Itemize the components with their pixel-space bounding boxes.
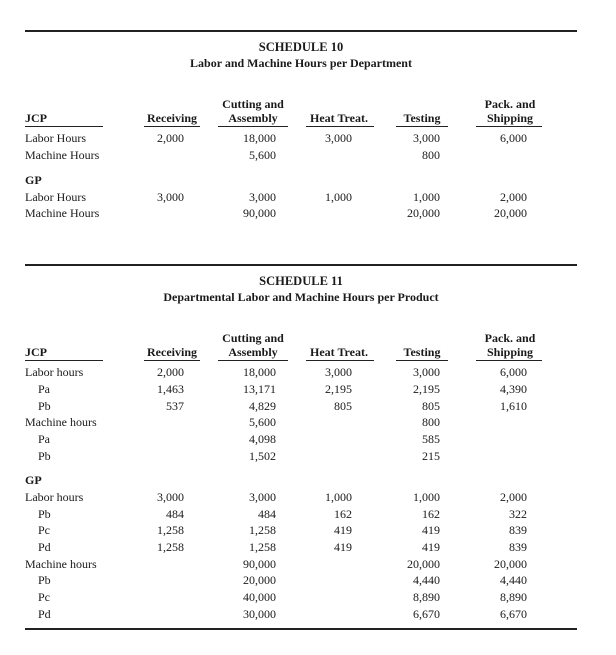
underline-testing <box>396 360 448 361</box>
table-cell: 800 <box>422 415 440 429</box>
row-label: GP <box>25 473 42 487</box>
underline-testing <box>396 126 448 127</box>
table-cell: 5,600 <box>249 148 276 162</box>
schedule10-header-pack-1: Pack. and <box>484 97 536 111</box>
row-label: Pd <box>38 540 51 554</box>
table-cell: 1,000 <box>325 490 352 504</box>
table-cell: 20,000 <box>494 206 527 220</box>
table-cell: 4,440 <box>500 573 527 587</box>
table-cell: 6,670 <box>413 607 440 621</box>
underline-label <box>25 126 103 127</box>
table-cell: 322 <box>509 507 527 521</box>
row-label: Pb <box>38 449 51 463</box>
table-cell: 419 <box>422 523 440 537</box>
table-cell: 1,000 <box>413 190 440 204</box>
table-cell: 3,000 <box>325 131 352 145</box>
schedule11-subtitle: Departmental Labor and Machine Hours per Product <box>163 290 439 304</box>
schedule11-header-testing: Testing <box>403 345 441 359</box>
table-cell: 585 <box>422 432 440 446</box>
table-cell: 6,000 <box>500 365 527 379</box>
table-cell: 3,000 <box>413 131 440 145</box>
schedule11-header-pack-1: Pack. and <box>484 331 536 345</box>
table-cell: 6,670 <box>500 607 527 621</box>
underline-heat <box>306 360 374 361</box>
table-cell: 90,000 <box>243 557 276 571</box>
schedule11-bottom-rule <box>25 628 577 630</box>
schedule10-header-cutting-2: Assembly <box>228 111 278 125</box>
row-label: GP <box>25 173 42 187</box>
table-cell: 162 <box>422 507 440 521</box>
row-label: Machine hours <box>25 415 97 429</box>
schedule10-header-heat: Heat Treat. <box>310 111 368 125</box>
schedule10-subtitle: Labor and Machine Hours per Department <box>190 56 412 70</box>
schedule11-header-pack-2: Shipping <box>486 345 534 359</box>
table-cell: 1,258 <box>157 540 184 554</box>
table-cell: 3,000 <box>325 365 352 379</box>
table-cell: 1,000 <box>325 190 352 204</box>
table-cell: 2,195 <box>413 382 440 396</box>
table-cell: 3,000 <box>249 190 276 204</box>
row-label: Pa <box>38 432 50 446</box>
table-cell: 2,000 <box>500 190 527 204</box>
table-cell: 18,000 <box>243 131 276 145</box>
row-label: Labor hours <box>25 490 84 504</box>
underline-receiving <box>144 126 200 127</box>
schedule10-title: SCHEDULE 10 <box>258 40 344 54</box>
table-cell: 8,890 <box>413 590 440 604</box>
table-cell: 839 <box>509 523 527 537</box>
table-cell: 4,829 <box>249 399 276 413</box>
table-cell: 419 <box>334 540 352 554</box>
underline-receiving <box>144 360 200 361</box>
schedule11-header-receiving: Receiving <box>147 345 197 359</box>
schedule10-header-jcp: JCP <box>25 111 47 125</box>
table-cell: 537 <box>166 399 184 413</box>
table-cell: 8,890 <box>500 590 527 604</box>
table-cell: 805 <box>422 399 440 413</box>
schedule10-header-receiving: Receiving <box>147 111 197 125</box>
table-cell: 800 <box>422 148 440 162</box>
table-cell: 1,258 <box>157 523 184 537</box>
underline-pack <box>476 360 542 361</box>
table-cell: 18,000 <box>243 365 276 379</box>
table-cell: 1,610 <box>500 399 527 413</box>
table-cell: 839 <box>509 540 527 554</box>
table-cell: 4,098 <box>249 432 276 446</box>
row-label: Pc <box>38 590 50 604</box>
table-cell: 20,000 <box>494 557 527 571</box>
underline-cutting <box>218 360 288 361</box>
underline-heat <box>306 126 374 127</box>
table-cell: 1,258 <box>249 540 276 554</box>
schedule11-header-cutting-2: Assembly <box>228 345 278 359</box>
schedule11-header-heat: Heat Treat. <box>310 345 368 359</box>
row-label: Labor hours <box>25 365 84 379</box>
table-cell: 1,463 <box>157 382 184 396</box>
table-cell: 4,440 <box>413 573 440 587</box>
table-cell: 3,000 <box>157 190 184 204</box>
table-cell: 419 <box>422 540 440 554</box>
table-cell: 13,171 <box>243 382 276 396</box>
table-cell: 2,000 <box>500 490 527 504</box>
row-label: Machine Hours <box>25 148 100 162</box>
table-cell: 30,000 <box>243 607 276 621</box>
table-cell: 20,000 <box>407 557 440 571</box>
table-cell: 484 <box>166 507 184 521</box>
table-cell: 1,258 <box>249 523 276 537</box>
row-label: Labor Hours <box>25 131 86 145</box>
table-cell: 419 <box>334 523 352 537</box>
row-label: Machine hours <box>25 557 97 571</box>
table-cell: 4,390 <box>500 382 527 396</box>
row-label: Labor Hours <box>25 190 86 204</box>
table-cell: 20,000 <box>243 573 276 587</box>
schedule10-header-cutting-1: Cutting and <box>222 97 284 111</box>
table-cell: 20,000 <box>407 206 440 220</box>
row-label: Pb <box>38 507 51 521</box>
table-cell: 2,000 <box>157 131 184 145</box>
underline-label <box>25 360 103 361</box>
schedule11-title: SCHEDULE 11 <box>259 274 343 288</box>
table-cell: 2,000 <box>157 365 184 379</box>
schedule10-header-testing: Testing <box>403 111 441 125</box>
table-cell: 215 <box>422 449 440 463</box>
table-cell: 40,000 <box>243 590 276 604</box>
table-cell: 1,000 <box>413 490 440 504</box>
row-label: Pa <box>38 382 50 396</box>
schedule10-header-pack-2: Shipping <box>486 111 534 125</box>
schedule11-header-jcp: JCP <box>25 345 47 359</box>
underline-pack <box>476 126 542 127</box>
table-cell: 1,502 <box>249 449 276 463</box>
table-cell: 5,600 <box>249 415 276 429</box>
row-label: Pd <box>38 607 51 621</box>
table-cell: 162 <box>334 507 352 521</box>
table-cell: 6,000 <box>500 131 527 145</box>
table-cell: 3,000 <box>157 490 184 504</box>
table-cell: 90,000 <box>243 206 276 220</box>
table-cell: 805 <box>334 399 352 413</box>
row-label: Pb <box>38 573 51 587</box>
schedule10-top-rule <box>25 30 577 32</box>
table-cell: 3,000 <box>413 365 440 379</box>
table-cell: 484 <box>258 507 276 521</box>
schedule11-header-cutting-1: Cutting and <box>222 331 284 345</box>
underline-cutting <box>218 126 288 127</box>
table-cell: 2,195 <box>325 382 352 396</box>
row-label: Pc <box>38 523 50 537</box>
table-cell: 3,000 <box>249 490 276 504</box>
row-label: Machine Hours <box>25 206 100 220</box>
row-label: Pb <box>38 399 51 413</box>
schedule11-top-rule <box>25 264 577 266</box>
